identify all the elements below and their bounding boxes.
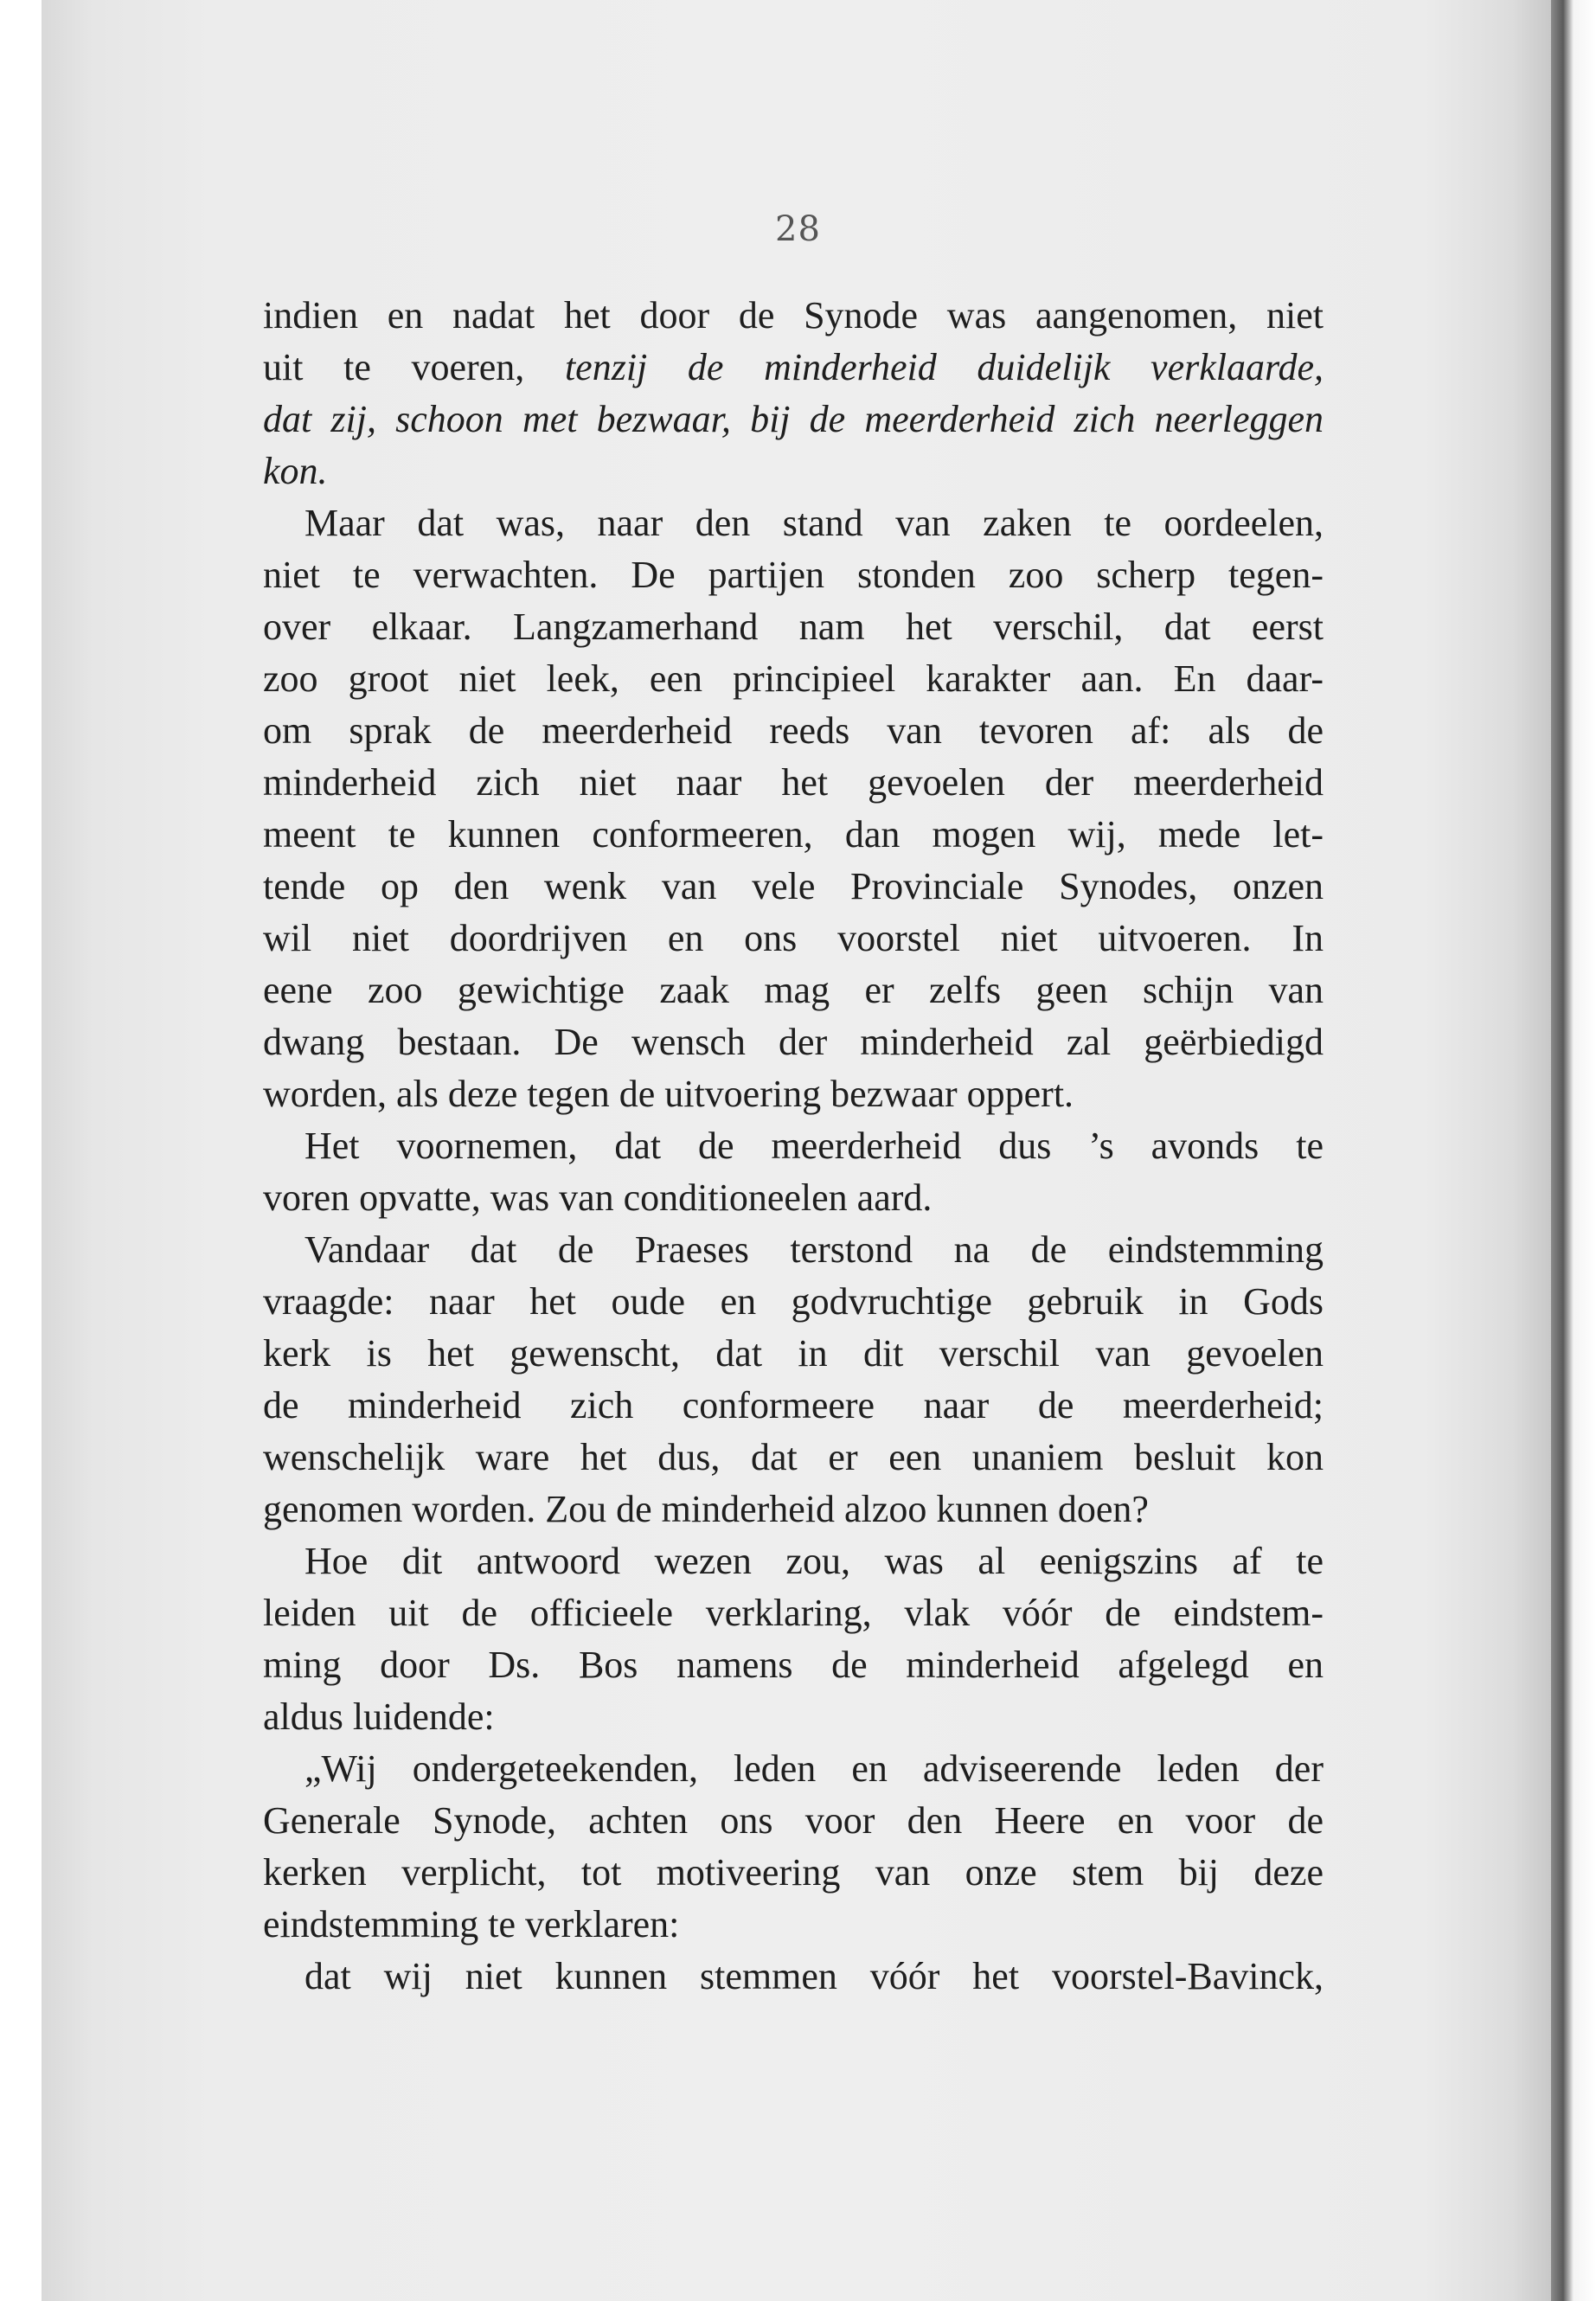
text-line <box>263 445 1324 497</box>
text-line: meent te kunnen conformeeren, dan mogen wij, mede let- <box>263 813 1324 856</box>
text-line: Vandaar dat de Praeses terstond na de eindstemming <box>304 1228 1324 1271</box>
text-line: indien en nadat het door de Synode was aangenomen, niet <box>263 294 1324 336</box>
body-text <box>263 290 1324 2003</box>
text-line: eindstemming te verklaren: <box>263 1903 680 1945</box>
text-line: leiden uit de officieele verklaring, vlak vóór de eindstem- <box>263 1592 1324 1634</box>
text-line: voren opvatte, was van conditioneelen aard. <box>263 1176 933 1219</box>
text-line: worden, als deze tegen de uitvoering bezwaar oppert. <box>263 1073 1074 1115</box>
italic-segment: dat zij, schoon met bezwaar, bij de meerderheid zich neerleggen <box>263 398 1324 440</box>
italic-segment: kon. <box>263 450 328 492</box>
text-line: niet te verwachten. De partijen stonden zoo scherp tegen- <box>263 554 1324 596</box>
text-line <box>263 342 1324 394</box>
italic-segment: tenzij de minderheid duidelijk verklaarde, <box>564 346 1324 388</box>
text-line <box>263 394 1324 445</box>
text-line: Maar dat was, naar den stand van zaken te oordeelen, <box>304 502 1324 544</box>
text-line: dat wij niet kunnen stemmen vóór het voorstel-Bavinck, <box>304 1955 1324 1997</box>
text-line: eene zoo gewichtige zaak mag er zelfs geen schijn van <box>263 969 1324 1011</box>
text-line: aldus luidende: <box>263 1695 495 1738</box>
text-line: tende op den wenk van vele Provinciale Synodes, onzen <box>263 865 1324 907</box>
text-line: kerk is het gewenscht, dat in dit verschil van gevoelen <box>263 1332 1324 1375</box>
text-line: Het voornemen, dat de meerderheid dus ’s avonds te <box>304 1125 1324 1167</box>
paragraph-3 <box>263 1120 1324 1224</box>
text-line: om sprak de meerderheid reeds van tevoren af: als de <box>263 709 1324 752</box>
paragraph-5 <box>263 1535 1324 1743</box>
paragraph-6 <box>263 1743 1324 1951</box>
page-number: 28 <box>775 209 821 249</box>
paragraph-4 <box>263 1224 1324 1535</box>
text-line: Generale Synode, achten ons voor den Heere en voor de <box>263 1799 1324 1842</box>
text-line: kerken verplicht, tot motiveering van onze stem bij deze <box>263 1851 1324 1894</box>
paragraph-1 <box>263 290 1324 497</box>
text-line: over elkaar. Langzamerhand nam het verschil, dat eerst <box>263 606 1324 648</box>
page-edge <box>1551 0 1596 2301</box>
text-segment: uit te voeren, <box>263 346 565 388</box>
text-line: wil niet doordrijven en ons voorstel niet uitvoeren. In <box>263 917 1324 959</box>
text-line: dwang bestaan. De wensch der minderheid zal geërbiedigd <box>263 1021 1324 1063</box>
text-line: zoo groot niet leek, een principieel karakter aan. En daar- <box>263 657 1324 700</box>
text-line: wenschelijk ware het dus, dat er een unaniem besluit kon <box>263 1436 1324 1478</box>
paragraph-7 <box>263 1951 1324 2003</box>
text-line: ming door Ds. Bos namens de minderheid afgelegd en <box>263 1644 1324 1686</box>
text-line: „Wij ondergeteekenden, leden en adviseerende leden der <box>304 1747 1324 1790</box>
text-line: genomen worden. Zou de minderheid alzoo kunnen doen? <box>263 1488 1149 1530</box>
text-line: vraagde: naar het oude en godvruchtige gebruik in Gods <box>263 1280 1324 1323</box>
text-line: de minderheid zich conformeere naar de meerderheid; <box>263 1384 1324 1426</box>
text-line: minderheid zich niet naar het gevoelen der meerderheid <box>263 761 1324 804</box>
text-line: Hoe dit antwoord wezen zou, was al eenigszins af te <box>304 1540 1324 1582</box>
paragraph-2 <box>263 497 1324 1120</box>
